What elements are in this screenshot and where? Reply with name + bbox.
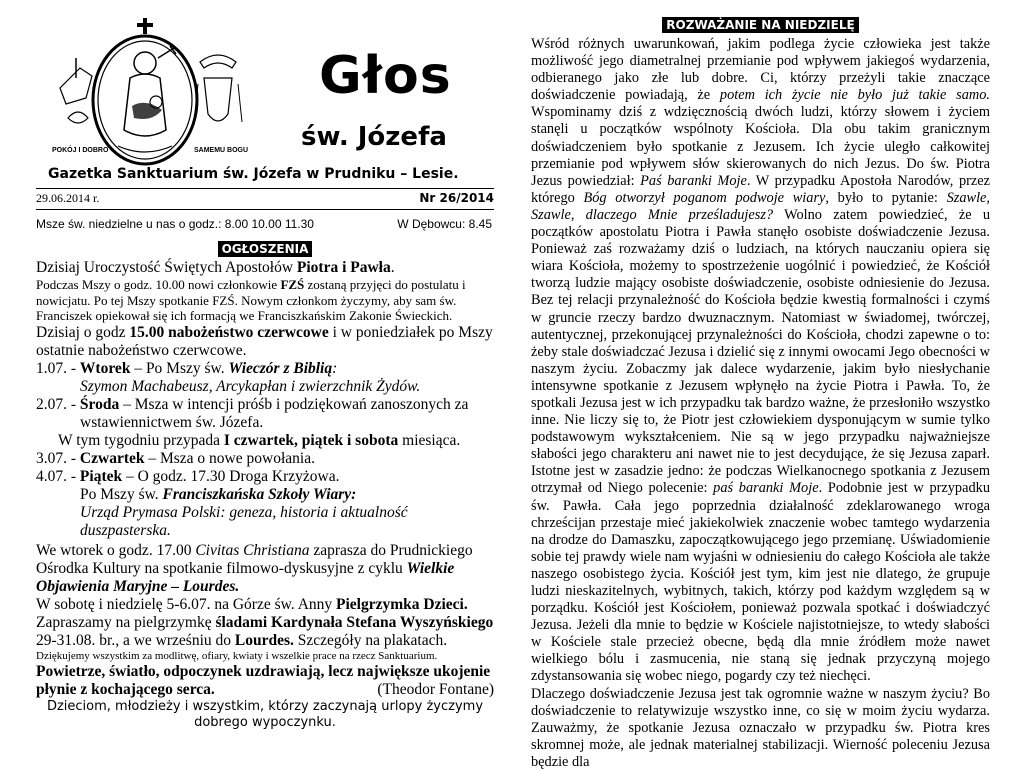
masthead-title: Głos bbox=[319, 46, 452, 106]
left-column bbox=[36, 18, 494, 730]
announcement-item: 4.07. - Piątek – O godz. 17.30 Droga Krzyżowa. bbox=[36, 467, 340, 485]
announcement-item: 3.07. - Czwartek – Msza o nowe powołania. bbox=[36, 449, 315, 467]
meditation-text bbox=[531, 36, 990, 771]
announcement-item: Podczas Mszy o godz. 10.00 nowi członkowie FZŚ zostaną przyjęci do postulatu i nowicjatu. Po tej Mszy spotkanie FZŚ. Nowym członkom życzymy, aby sam św. Franciszek opiekował się ich formacją we Franciszkańskim Zakonie Świeckich. bbox=[36, 277, 466, 323]
quote: Powietrze, światło, odpoczynek uzdrawiają, lecz największe ukojenie płynie z kochającego serca. (Theodor Fontane) bbox=[36, 663, 494, 698]
issue-date: 29.06.2014 r. bbox=[36, 191, 100, 205]
announcement-item: Urząd Prymasa Polski: geneza, historia i aktualność duszpasterska. bbox=[80, 503, 408, 539]
holiday-wish: Dzieciom, młodzieży i wszystkim, którzy zaczynają urlopy życzymy dobrego wypoczynku. bbox=[46, 699, 484, 730]
announcements bbox=[36, 259, 494, 730]
meditation-paragraph: Wśród różnych uwarunkowań, jakim podlega życie człowieka jest także możliwość jego diametralnej przemianie pod wpływem jakiegoś wydarzenia, odbieranego jako złe lub dobre. Ci, którzy przeżyli takie znaczące doświadczenie powiadają, że potem ich życie nie było już takie samo. Wspominamy dziś z wdzięcznością dwóch ludzi, którzy słowem i życiem stanęli u początków wspólnoty Kościoła. Dla obu takim granicznym doświadczeniem było spotkanie z Jezusem. Ich życie uległo całkowitej przemianie pod wpływem słów skierowanych do nich Jezus. Do św. Piotra Jezus powiedział: Paś baranki Moje. W przypadku Apostoła Narodów, przez którego Bóg otworzył poganom podwoje wiary, było to pytanie: Szawle, Szawle, dlaczego Mnie prześladujesz? Wolno zatem powiedzieć, że u początków apostolatu Piotra i Pawła stanęło osobiste doświadczenie Jezusa. Ponieważ zaś rozważamy dziś o ludziach, na których nauczaniu opiera się wiara Kościoła, możemy to spostrzeżenie uogólnić i powiedzieć, że Kościół tworzą ludzie mający osobiste doświadczenie, osobiste odniesienie do Jezusa. Bez tej relacji przynależność do Kościoła będzie kwestią formalności i czymś w gruncie rzeczy bardzo dwuznacznym. Natomiast w świadomej, twórczej, autentycznej, przekonującej przynależności do Kościoła, chodzi zapewne o to: żeby stale doświadczać Jezusa i dzielić się z innymi owocami Jego obecności w naszym życiu. Zobaczmy jak dalece wydarzenie, jakim było niesłychanie intensywne spotkanie z Jezusem wpłynęło na życie Piotra i Pawła. To, że spotkali Jezusa jest w ich przypadku tak bardzo ważne, że przesłoniło wszystko inne. Nie liczy się to, że Piotr jest człowiekiem dysponującym w sumie tylko podstawowym wykształceniem. Nie są w jego przypadku najważniejsze słabości jego charakteru ani nawet nie to jest decydujące, że się Jezusa zaparł. Istotne jest w zasadzie jedno: że podczas Wielkanocnego spotkania z Jezusem otrzymał od Niego polecenie: paś baranki Moje. Podobnie jest w przypadku św. Pawła. Cała jego poprzednia działalność zdeklarowanego wroga chrześcijan przestaje mieć jakiekolwiek znaczenie wobec tamtego wydarzenia na drodze do Damaszku, zapoczątkowującego jego przemianę. Uświadomienie sobie tej prawdy wiele nam wyjaśni w odniesieniu do całego Kościoła ale także naszego osobistego życia. Kościół jest tym, kim jest nie dlatego, że grupuje ludzi nieskazitelnych, wybitnych, takich, którzy pod każdym względem są w porządku. Kościół jest Kościołem, ponieważ pozwala spotkać i doświadczyć Jezusa. Jeżeli dla mnie to będzie w Kościele najistotniejsze, to wtedy słabości w Kościele stale przecież obecne, będą dla mnie źródłem może nawet wielkiego bólu i zasmucenia, nie staną się jednak przyczyną mojego zdystansowania się wobec niego, pogardy czy też niechęci. bbox=[531, 36, 991, 685]
announcement-item: 2.07. - Środa – Msza w intencji próśb i podziękowań zanoszonych za wstawiennictwem św. Józefa. bbox=[36, 395, 469, 431]
right-column bbox=[531, 16, 990, 771]
announcement-item: W sobotę i niedzielę 5-6.07. na Górze św. Anny Pielgrzymka Dzieci. bbox=[36, 595, 468, 613]
meditation-paragraph: Dlaczego doświadczenie Jezusa jest tak ogromnie ważne w naszym życiu? Bo doświadczenie to relatywizuje wszystko inne, co się w moim życiu wydarza. Zauważmy, że spotkanie Jezusa oznaczało w przypadku św. Piotra kres skromnej może, ale jednak materialnej stabilizacji. Wierność poleceniu Jezusa będzie dla bbox=[531, 685, 990, 770]
logo-right-text: SAMEMU BOGU bbox=[194, 147, 249, 154]
announcement-item: W tym tygodniu przypada I czwartek, piątek i sobota miesiąca. bbox=[58, 431, 461, 449]
issue-number: Nr 26/2014 bbox=[419, 191, 494, 205]
mass-times-debowiec: W Dębowcu: 8.45 bbox=[397, 217, 492, 231]
sanctuary-logo bbox=[48, 18, 249, 163]
announcement-item: Dzisiaj Uroczystość Świętych Apostołów Piotra i Pawła. bbox=[36, 259, 395, 276]
quote-author: (Theodor Fontane) bbox=[377, 681, 494, 698]
thanks-note: Dziękujemy wszystkim za modlitwę, ofiary, kwiaty i wszelkie prace na rzecz Sanktuarium. bbox=[36, 649, 438, 662]
meditation-heading: ROZWAŻANIE NA NIEDZIELĘ bbox=[662, 17, 858, 33]
announcements-heading-wrap bbox=[36, 240, 494, 258]
mass-times: Msze św. niedzielne u nas o godz.: 8.00 10.00 11.30 bbox=[36, 217, 314, 231]
announcement-item: Dzisiaj o godz 15.00 nabożeństwo czerwcowe i w poniedziałek po Mszy ostatnie nabożeństwo czerwcowe. bbox=[36, 323, 493, 359]
logo-left-text: POKÓJ I DOBRO bbox=[52, 147, 109, 154]
gazette-name: Gazetka Sanktuarium św. Józefa w Prudniku – Lesie. bbox=[48, 166, 459, 182]
announcement-item: Szymon Machabeusz, Arcykapłan i zwierzchnik Żydów. bbox=[80, 377, 421, 395]
announcement-item: 1.07. - Wtorek – Po Mszy św. Wieczór z Biblią: bbox=[36, 359, 338, 377]
masthead-subtitle: św. Józefa bbox=[301, 122, 447, 152]
divider bbox=[36, 209, 494, 210]
announcement-item: We wtorek o godz. 17.00 Civitas Christiana zaprasza do Prudnickiego Ośrodka Kultury na spotkanie filmowo-dyskusyjne z cyklu Wielkie Objawienia Maryjne – Lourdes. bbox=[36, 541, 473, 595]
announcement-item: Po Mszy św. Franciszkańska Szkoły Wiary: bbox=[80, 485, 357, 503]
divider bbox=[36, 188, 494, 189]
announcements-heading: OGŁOSZENIA bbox=[218, 241, 313, 257]
meditation-heading-wrap bbox=[531, 16, 990, 36]
announcement-item: Zapraszamy na pielgrzymkę śladami Kardynała Stefana Wyszyńskiego 29-31.08. br., a we wrześniu do Lourdes. Szczegóły na plakatach. bbox=[36, 613, 494, 649]
